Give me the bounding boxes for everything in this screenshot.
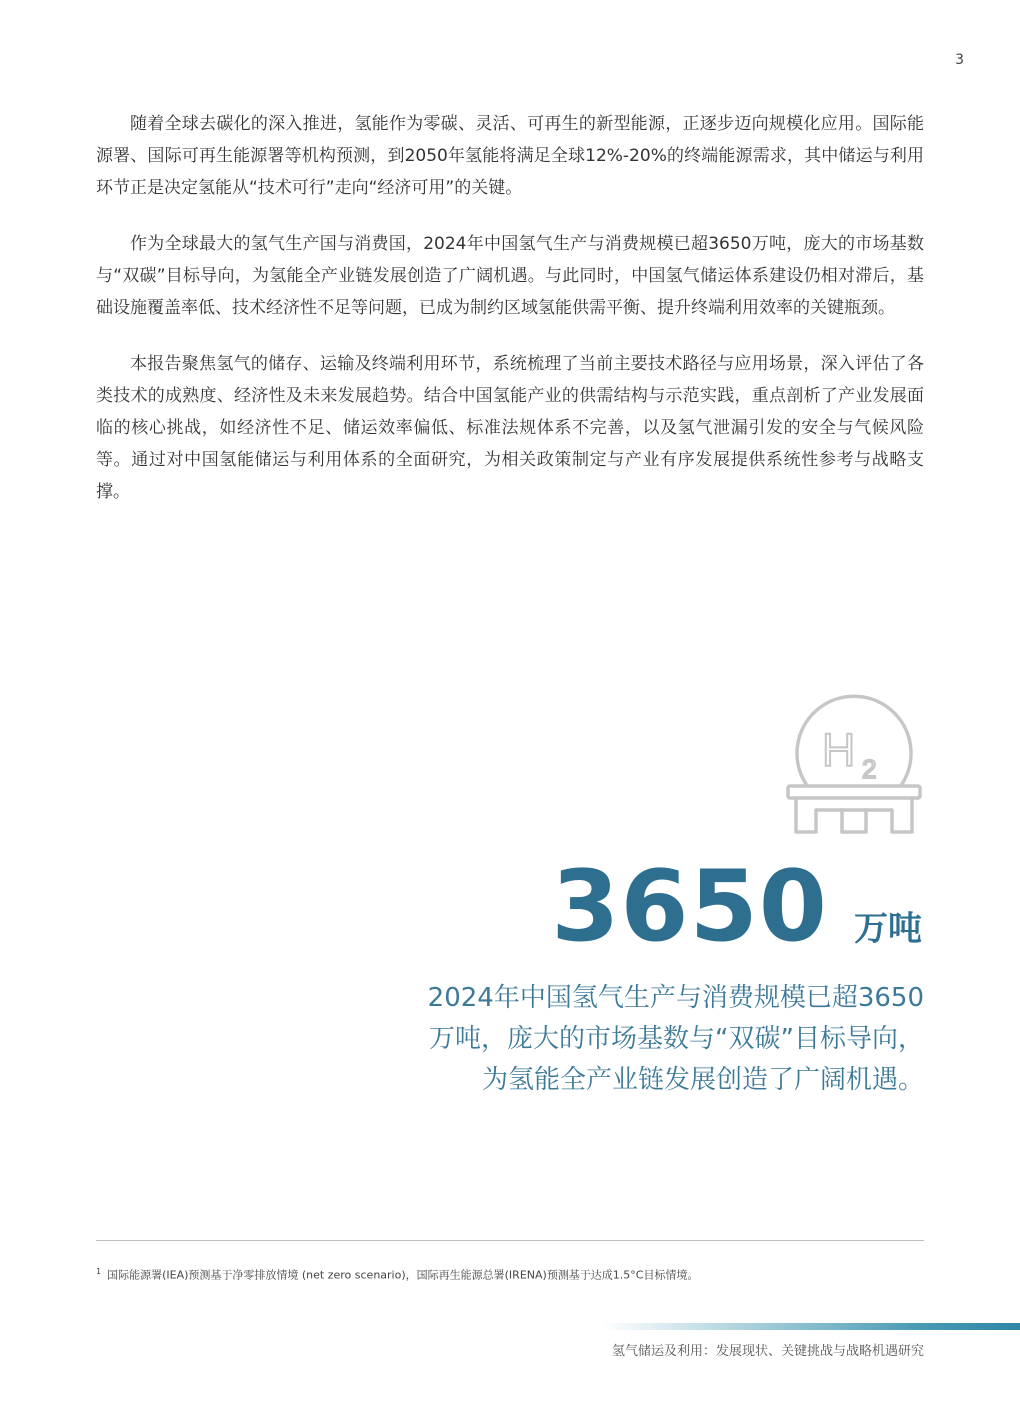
highlight-number: 3650 xyxy=(551,850,828,964)
highlight-description xyxy=(364,978,924,1101)
page-number: 3 xyxy=(955,52,964,68)
highlight-description-line: 万吨，庞大的市场基数与“双碳”目标导向， xyxy=(429,1024,924,1054)
footnote-divider xyxy=(96,1240,924,1241)
h2-icon-subscript: 2 xyxy=(862,754,877,784)
highlight-unit: 万吨 xyxy=(854,909,922,949)
footnote xyxy=(96,1264,926,1284)
h2-icon-symbol: H xyxy=(822,724,856,776)
highlight-description-line: 2024年中国氢气生产与消费规模已超3650 xyxy=(427,983,924,1013)
footer-report-title: 氢气储运及利用：发展现状、关键挑战与战略机遇研究 xyxy=(611,1344,924,1359)
footnote-marker: 1 xyxy=(96,1267,102,1276)
paragraph-2: 作为全球最大的氢气生产国与消费国，2024年中国氢气生产与消费规模已超3650万吨，庞大的市场基数与“双碳”目标导向，为氢能全产业链发展创造了广阔机遇。与此同时，中国氢气储运体系建设仍相对滞后，基础设施覆盖率低、技术经济性不足等问题，已成为制约区域氢能供需平衡、提升终端利用效率的关键瓶颈。 xyxy=(96,234,924,318)
paragraph-1: 随着全球去碳化的深入推进，氢能作为零碳、灵活、可再生的新型能源，正逐步迈向规模化应用。国际能源署、国际可再生能源署等机构预测，到2050年氢能将满足全球12%-20%的终端能源需求，其中储运与利用环节正是决定氢能从“技术可行”走向“经济可用”的关键。 xyxy=(96,114,924,198)
footnote-text: 国际能源署(IEA)预测基于净零排放情境 (net zero scenario)，国际再生能源总署(IRENA)预测基于达成1.5°C目标情境。 xyxy=(107,1268,699,1282)
highlight-description-line: 为氢能全产业链发展创造了广阔机遇。 xyxy=(481,1065,924,1095)
highlight-stat xyxy=(551,850,922,964)
hydrogen-tank-icon xyxy=(782,692,926,838)
paragraph-3: 本报告聚焦氢气的储存、运输及终端利用环节，系统梳理了当前主要技术路径与应用场景，深入评估了各类技术的成熟度、经济性及未来发展趋势。结合中国氢能产业的供需结构与示范实践，重点剖析了产业发展面临的核心挑战，如经济性不足、储运效率偏低、标准法规体系不完善，以及氢气泄漏引发的安全与气候风险等。通过对中国氢能储运与利用体系的全面研究，为相关政策制定与产业有序发展提供系统性参考与战略支撑。 xyxy=(96,354,924,502)
footer-accent-bar xyxy=(602,1323,1020,1330)
body-text xyxy=(96,108,924,532)
